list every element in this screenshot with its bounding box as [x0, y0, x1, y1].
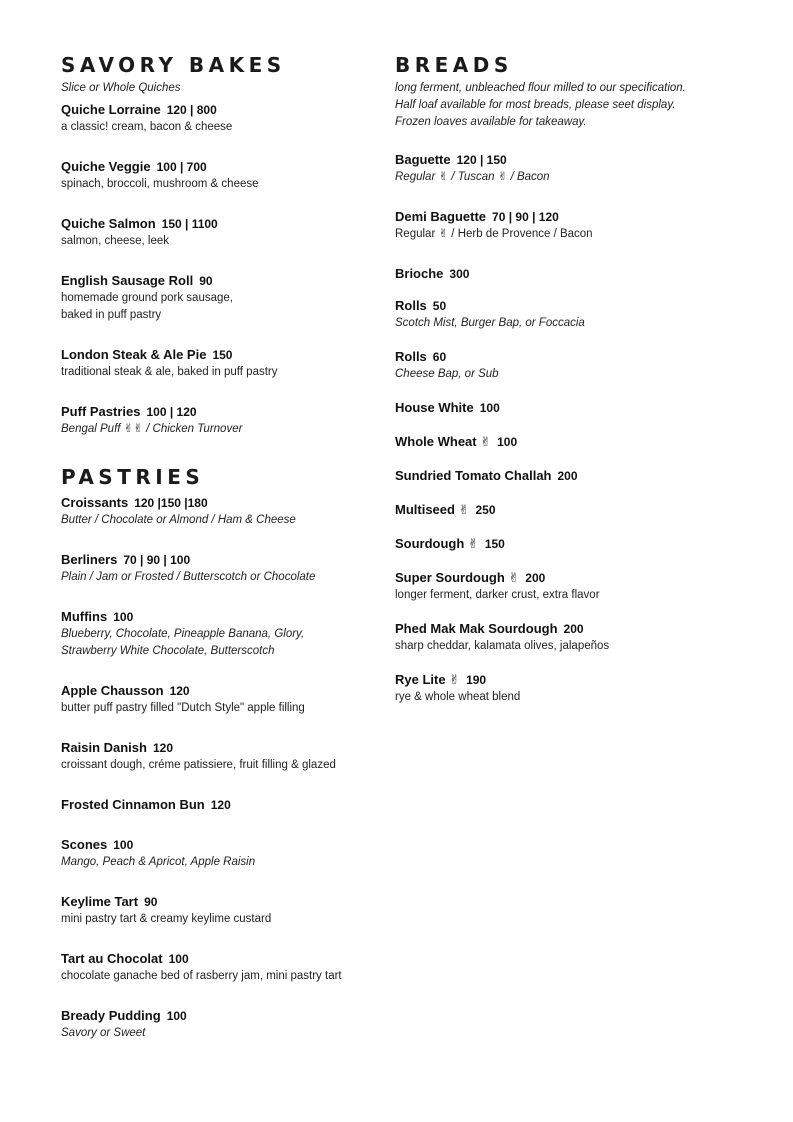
menu-item [395, 151, 755, 186]
menu-item-name: Quiche Veggie [61, 159, 151, 174]
menu-item-header [61, 739, 381, 757]
menu-item-price: 120 [210, 798, 231, 812]
menu-item-description: Savory or Sweet [61, 1027, 146, 1039]
menu-item-name: House White [395, 400, 474, 415]
menu-item-price: 120 [152, 741, 173, 755]
menu-item-price: 200 [563, 622, 584, 636]
menu-item-header [395, 151, 755, 169]
menu-item [395, 348, 755, 383]
menu-item-price: 150 [212, 348, 233, 362]
menu-item-header [61, 158, 381, 176]
menu-item-description: Mango, Peach & Apricot, Apple Raisin [61, 856, 256, 868]
menu-item-header [395, 297, 755, 315]
menu-item-name: Raisin Danish [61, 740, 147, 755]
menu-item [61, 950, 381, 985]
menu-item-description: baked in puff pastry [61, 309, 162, 321]
menu-item-name: Baguette [395, 152, 451, 167]
menu-item-description: Bengal Puff ✌✌ / Chicken Turnover [61, 423, 243, 435]
section-title-pastries: PASTRIES [61, 465, 205, 489]
menu-item [61, 403, 381, 438]
menu-item-price: 100 [113, 610, 134, 624]
menu-item [395, 433, 755, 451]
menu-item [395, 265, 755, 283]
menu-item [395, 535, 755, 553]
menu-item [61, 836, 381, 871]
menu-item-price: 120 [169, 684, 190, 698]
menu-item-price: 90 [144, 895, 158, 909]
menu-item-price: 100 | 700 [156, 160, 207, 174]
menu-item-price: 70 | 90 | 100 [123, 553, 191, 567]
menu-item-name: Scones [61, 837, 108, 852]
menu-item-name: Rye Lite ✌ [395, 672, 461, 687]
menu-item [61, 739, 381, 774]
savory-items [61, 101, 381, 438]
menu-item-description: Regular ✌ / Tuscan ✌ / Bacon [395, 171, 550, 183]
menu-item-header [395, 467, 755, 485]
menu-item-description: Butter / Chocolate or Almond / Ham & Cheese [61, 514, 296, 526]
section-subtitle-breads [395, 80, 755, 131]
menu-item-header [395, 265, 755, 283]
menu-item [395, 501, 755, 519]
menu-item [395, 620, 755, 655]
menu-item-name: Whole Wheat ✌ [395, 434, 492, 449]
menu-item-header [61, 608, 381, 626]
menu-item [395, 467, 755, 485]
menu-item-name: Rolls [395, 349, 427, 364]
menu-item [61, 272, 381, 324]
breads-subtitle-line: long ferment, unbleached flour milled to our specification. [395, 82, 686, 94]
menu-item-name: Frosted Cinnamon Bun [61, 797, 205, 812]
menu-item-header [395, 208, 755, 226]
menu-item [61, 551, 381, 586]
menu-item-price: 90 [199, 274, 213, 288]
pastry-items [61, 494, 381, 1042]
menu-item-header [395, 501, 755, 519]
menu-item-name: Bready Pudding [61, 1008, 161, 1023]
menu-item-price: 100 [168, 952, 189, 966]
section-title-breads: BREADS [395, 53, 513, 77]
menu-item-header [395, 348, 755, 366]
menu-item-price: 50 [432, 299, 447, 313]
left-column [61, 52, 381, 1042]
menu-item-description: mini pastry tart & creamy keylime custard [61, 913, 272, 925]
menu-item-header [395, 569, 755, 587]
menu-item-header [61, 494, 381, 512]
menu-item-price: 100 | 120 [146, 405, 197, 419]
right-column [395, 52, 755, 706]
menu-item-description: croissant dough, créme patissiere, fruit filling & glazed [61, 759, 336, 771]
menu-item-price: 300 [449, 267, 470, 281]
section-title-savory-bakes: SAVORY BAKES [61, 53, 286, 77]
menu-item-header [61, 215, 381, 233]
menu-item-price: 60 [432, 350, 447, 364]
menu-item-description: Strawberry White Chocolate, Butterscotch [61, 645, 275, 657]
menu-item-header [61, 682, 381, 700]
menu-item-price: 150 | 1100 [161, 217, 218, 231]
menu-item-price: 100 [497, 435, 518, 449]
menu-item-header [395, 399, 755, 417]
menu-item-name: Rolls [395, 298, 427, 313]
menu-item-description: salmon, cheese, leek [61, 235, 170, 247]
menu-item-header [61, 893, 381, 911]
menu-item-price: 200 [557, 469, 578, 483]
menu-item-header [395, 535, 755, 553]
menu-item-price: 250 [475, 503, 496, 517]
menu-item-header [61, 346, 381, 364]
menu-item-name: Muffins [61, 609, 108, 624]
menu-item-description: Blueberry, Chocolate, Pineapple Banana, Glory, [61, 628, 305, 640]
menu-item-name: English Sausage Roll [61, 273, 194, 288]
menu-item [61, 101, 381, 136]
menu-item [61, 608, 381, 660]
menu-item-description: chocolate ganache bed of rasberry jam, mini pastry tart [61, 970, 342, 982]
menu-item-header [61, 836, 381, 854]
menu-item-description: spinach, broccoli, mushroom & cheese [61, 178, 259, 190]
menu-item-description: Scotch Mist, Burger Bap, or Foccacia [395, 317, 585, 329]
breads-subtitle-line: Half loaf available for most breads, please seet display. [395, 99, 676, 111]
menu-item-description: butter puff pastry filled "Dutch Style" apple filling [61, 702, 305, 714]
menu-item [61, 1007, 381, 1042]
menu-item-header [395, 620, 755, 638]
menu-item-name: Puff Pastries [61, 404, 141, 419]
menu-item-name: Croissants [61, 495, 129, 510]
menu-item [61, 682, 381, 717]
menu-item-header [61, 796, 381, 814]
menu-item-header [61, 101, 381, 119]
menu-item-name: Phed Mak Mak Sourdough [395, 621, 558, 636]
menu-item [61, 893, 381, 928]
menu-item-price: 190 [466, 673, 487, 687]
menu-item-description: sharp cheddar, kalamata olives, jalapeños [395, 640, 610, 652]
menu-item-description: longer ferment, darker crust, extra flavor [395, 589, 600, 601]
menu-item-price: 120 | 800 [166, 103, 217, 117]
section-subtitle-savory: Slice or Whole Quiches [61, 82, 181, 94]
menu-item [395, 297, 755, 332]
menu-item-price: 100 [166, 1009, 187, 1023]
menu-item-name: Berliners [61, 552, 118, 567]
menu-item [61, 494, 381, 529]
menu-item-name: Sundried Tomato Challah [395, 468, 552, 483]
menu-item-name: Apple Chausson [61, 683, 164, 698]
menu-item-header [61, 272, 381, 290]
bread-items [395, 151, 755, 706]
menu-item [395, 208, 755, 243]
menu-item-description: rye & whole wheat blend [395, 691, 521, 703]
menu-item-header [395, 433, 755, 451]
menu-item-header [395, 671, 755, 689]
menu-item-description: traditional steak & ale, baked in puff pastry [61, 366, 278, 378]
menu-item [61, 796, 381, 814]
menu-item-name: Multiseed ✌ [395, 502, 470, 517]
menu-item-description: Regular ✌ / Herb de Provence / Bacon [395, 228, 593, 240]
menu-item-header [61, 1007, 381, 1025]
menu-item-name: Quiche Salmon [61, 216, 156, 231]
menu-item [61, 158, 381, 193]
menu-item-name: Demi Baguette [395, 209, 487, 224]
menu-item-description: a classic! cream, bacon & cheese [61, 121, 233, 133]
menu-item-price: 100 [479, 401, 500, 415]
menu-item [61, 346, 381, 381]
menu-item-price: 120 |150 |180 [134, 496, 208, 510]
menu-item-description: Cheese Bap, or Sub [395, 368, 499, 380]
menu-item-header [61, 403, 381, 421]
breads-subtitle-line: Frozen loaves available for takeaway. [395, 116, 587, 128]
menu-item-header [61, 950, 381, 968]
menu-item-name: London Steak & Ale Pie [61, 347, 207, 362]
menu-item-price: 100 [113, 838, 134, 852]
menu-item-price: 150 [484, 537, 505, 551]
menu-item-name: Brioche [395, 266, 444, 281]
menu-item-name: Quiche Lorraine [61, 102, 161, 117]
menu-item-name: Sourdough ✌ [395, 536, 479, 551]
menu-item-header [61, 551, 381, 569]
menu-item-name: Keylime Tart [61, 894, 139, 909]
menu-item [395, 671, 755, 706]
menu-item-name: Tart au Chocolat [61, 951, 163, 966]
menu-item-name: Super Sourdough ✌ [395, 570, 520, 585]
menu-item-price: 70 | 90 | 120 [492, 210, 559, 224]
menu-item-description: Plain / Jam or Frosted / Butterscotch or Chocolate [61, 571, 316, 583]
menu-item-price: 120 | 150 [456, 153, 507, 167]
menu-item-description: homemade ground pork sausage, [61, 292, 233, 304]
menu-item [395, 399, 755, 417]
menu-item [61, 215, 381, 250]
menu-item-price: 200 [525, 571, 546, 585]
menu-item [395, 569, 755, 604]
